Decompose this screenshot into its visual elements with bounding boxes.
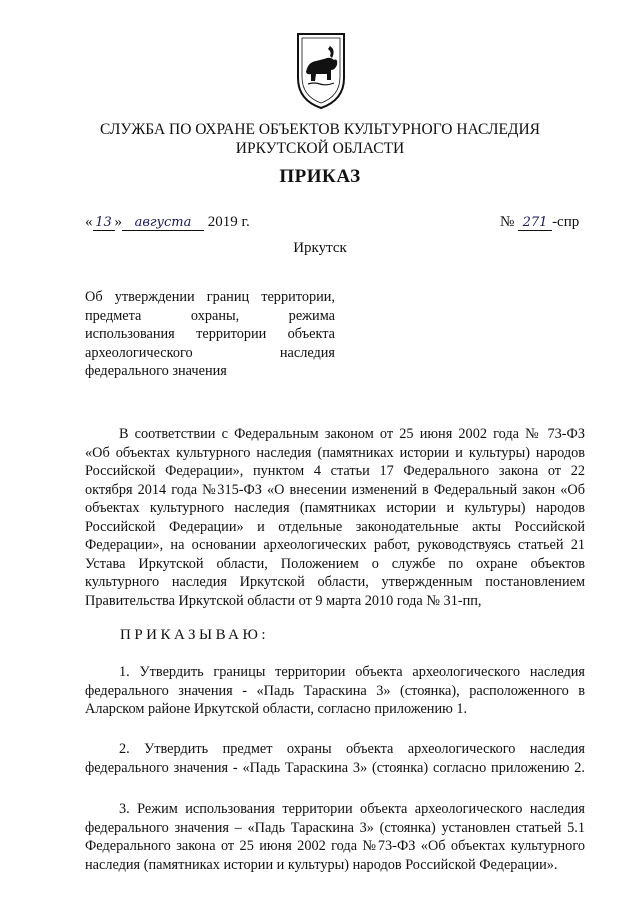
coat-of-arms-emblem xyxy=(294,28,348,110)
date-year: 2019 г. xyxy=(207,214,250,230)
order-item-line: федерального значения – «Падь Тараскина 3» (стоянка) установлен статьей 5.1 xyxy=(85,819,585,836)
orders-heading: ПРИКАЗЫВАЮ: xyxy=(120,627,270,643)
number-prefix: № xyxy=(500,214,515,230)
order-item-line: Аларском районе Иркутской области, согласно приложению 1. xyxy=(85,701,468,717)
subject-line: Об утверждении границ территории, xyxy=(85,289,335,305)
document-subject xyxy=(85,288,335,381)
number-suffix: -спр xyxy=(552,214,580,230)
preamble-line: Российской Федерации» и отдельные законодательные акты Российской xyxy=(85,518,585,535)
date-month: августа xyxy=(122,216,204,231)
document-number xyxy=(500,214,579,231)
number-value: 271 xyxy=(518,216,552,231)
order-item-line: Федерального закона от 25 июня 2002 года №73-ФЗ «Об объектах культурного xyxy=(85,838,585,854)
subject-line: федерального значения xyxy=(85,363,227,379)
preamble-line: Устава Иркутской области, Положением о службе по охране объектов xyxy=(85,555,585,572)
document-title: ПРИКАЗ xyxy=(279,166,361,187)
date-close-quote: » xyxy=(114,214,122,230)
subject-line: использования территории объекта xyxy=(85,326,335,342)
date-day: 13 xyxy=(93,216,115,231)
order-item-line: наследия (памятниках истории и культуры) народов Российской Федерации». xyxy=(85,856,558,873)
order-item-line: федерального значения - «Падь Тараскина 3» (стоянка), расположенного в xyxy=(85,682,585,699)
organization-name-line2: ИРКУТСКОЙ ОБЛАСТИ xyxy=(235,140,405,157)
order-item-3 xyxy=(85,800,585,874)
order-item-2 xyxy=(85,740,585,777)
preamble-line: октября 2014 года №315-ФЗ «О внесении изменений в Федеральный закон «Об xyxy=(85,481,585,498)
document-date xyxy=(85,214,250,231)
preamble-line: Российской Федерации», пунктом 4 статьи 17 Федерального закона от 22 xyxy=(85,463,585,479)
preamble-line: «Об объектах культурного наследия (памятниках истории и культуры) народов xyxy=(85,444,585,461)
order-item-line: 2. Утвердить предмет охраны объекта археологического наследия xyxy=(119,741,585,757)
preamble-line: Федерации», на основании археологических работ, руководствуясь статьей 21 xyxy=(85,537,585,553)
preamble-line: объектах культурного наследия (памятниках истории и культуры) народов xyxy=(85,500,585,516)
order-item-line: 3. Режим использования территории объекта археологического наследия xyxy=(119,801,585,817)
subject-line: предмета охраны, режима xyxy=(85,307,335,324)
subject-line: археологического наследия xyxy=(85,344,335,361)
preamble-paragraph xyxy=(85,425,585,610)
organization-name-line1: СЛУЖБА ПО ОХРАНЕ ОБЪЕКТОВ КУЛЬТУРНОГО НАСЛЕДИЯ xyxy=(99,121,541,138)
preamble-line: Правительства Иркутской области от 9 марта 2010 года № 31-пп, xyxy=(85,592,482,609)
date-open-quote: « xyxy=(85,214,93,230)
city: Иркутск xyxy=(293,240,347,256)
preamble-line: культурного наследия Иркутской области, утвержденным постановлением xyxy=(85,574,585,590)
order-item-line: федерального значения - «Падь Тараскина 3» (стоянка) согласно приложению 2. xyxy=(85,759,585,776)
order-item-line: 1. Утвердить границы территории объекта археологического наследия xyxy=(119,664,585,680)
preamble-line: В соответствии с Федеральным законом от 25 июня 2002 года № 73-ФЗ xyxy=(119,426,585,442)
order-item-1 xyxy=(85,663,585,719)
